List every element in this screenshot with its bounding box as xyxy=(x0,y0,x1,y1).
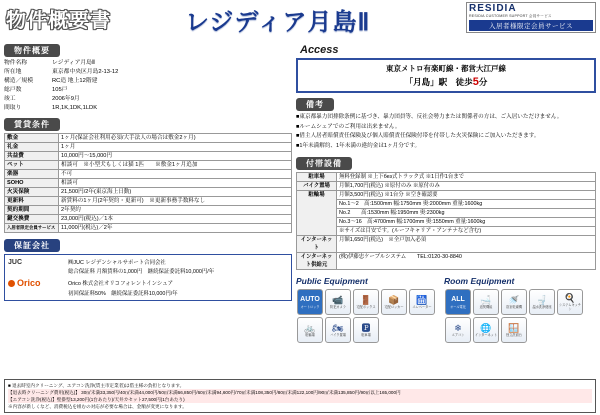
list-item: 所在地 東京都中央区月島2-13-12 xyxy=(4,69,119,75)
left-column xyxy=(4,44,292,301)
table-row: 契約期間 2年契約 xyxy=(5,206,292,215)
table-row: 敷金 1ヶ月(保証会社利用必須/大手法人の場合は敷金2ヶ月) xyxy=(5,134,292,143)
property-name-title: レジディア月島Ⅱ xyxy=(185,9,371,36)
equipment-icon-motorbike-parking: 🏍 バイク置場 xyxy=(325,317,351,343)
footnote-box xyxy=(4,379,596,413)
table-row: 共益費 10,000円～15,000円 xyxy=(5,152,292,161)
equipment-icon-all-electric: ALL オール電化 xyxy=(445,289,471,315)
footnote-line: 【エアコン洗浄(税込)】壁掛型13,200円(1台あたり)/天井カセット27,500円(1台あたり) xyxy=(8,396,592,403)
table-row: バイク置場 月額1,700円(税込) ※原付のみ ※原付のみ xyxy=(297,182,596,191)
remarks-list xyxy=(296,113,596,151)
footnote-line: ■ 退去時室内クリーニング、エアコン洗浄(賃主市定業者)は借主様の負担となります。 xyxy=(8,383,185,388)
table-row: No.1～2 高:1500mm 幅:1750mm 奥:2000mm 重量:1600kg xyxy=(297,200,596,209)
table-row: 駐車場 無料登録制 ※上下без式トラック式 ※1日作1台まで xyxy=(297,173,596,182)
table-row: 礼金 1ヶ月 xyxy=(5,143,292,152)
access-box xyxy=(296,58,596,93)
equipment-icon-security-camera: 📹 防犯カメラ xyxy=(325,289,351,315)
guarantee-box xyxy=(4,254,292,301)
overview-list xyxy=(4,59,292,113)
table-row: 楽器 不可 xyxy=(5,170,292,179)
table-row: 火災保険 21,500円/2年(東京海上日動) xyxy=(5,188,292,197)
equipment-icon-air-conditioner: ❄ エアコン xyxy=(445,317,471,343)
juc-logo: JUC xyxy=(8,258,23,266)
equipment-icon-wash-basin: 🪟 独立洗面台 xyxy=(501,317,527,343)
list-item: ■ルームシェアでのご利用は出来ません。 xyxy=(296,123,401,130)
table-row: 駐輪場 月額3,500円(税込) ※1台分 ※空き確認要 xyxy=(297,191,596,200)
table-row: ※サイズは目安です。(ルーフキャリア・アンテナなど含む) xyxy=(297,227,596,236)
access-lines: 東京メトロ有楽町線・都営大江戸線 xyxy=(386,64,506,73)
public-equipment-header: Public Equipment xyxy=(296,276,368,286)
equipment-icon-washlet: 🚽 温水洗浄便座 xyxy=(529,289,555,315)
equipment-icon-system-kitchen: 🍳 システムキッチン xyxy=(557,289,583,315)
orico-logo: Orico xyxy=(8,278,68,288)
list-item: ■借主人居者賠償責任保険及び個人賠償責任保険付帯を付帯した火災保険にご加入いただきます。 xyxy=(296,133,540,139)
table-row: インターネット 月額1,650円(税込) ※全戸加入必須 xyxy=(297,236,596,253)
table-row: SOHO 相談可 xyxy=(5,179,292,188)
equipment-icon-internet: 🌐 インターネット xyxy=(473,317,499,343)
right-column xyxy=(296,44,596,344)
brand-logo xyxy=(466,2,596,33)
equipment-icon-reheating-bath: 🛁 追焚機能 xyxy=(473,289,499,315)
remarks-section-header: 備考 xyxy=(296,98,334,111)
table-row: No.2 高:1530mm 幅:1950mm 奥:2300kg xyxy=(297,209,596,218)
orico-dot-icon xyxy=(8,280,15,287)
access-section-header: Access xyxy=(300,44,339,56)
list-item xyxy=(8,278,288,288)
guarantee-text: 総合保証料 月額賃料の1,000円 継続保証委託料10,000円/年 xyxy=(68,269,215,275)
list-item: 間取り 1R,1K,1DK,1LDK xyxy=(4,105,98,111)
terms-section-header: 賃貸条件 xyxy=(4,118,60,131)
equipment-icon-car-parking: 🅿 駐車場 xyxy=(353,317,379,343)
table-row: 入居者限定会員サービス 11,000円(税込)／2年 xyxy=(5,224,292,233)
terms-table xyxy=(4,133,292,233)
access-walk-time: 「月島」駅 徒歩5分 xyxy=(404,76,488,88)
guarantee-text: Orico 株式会社オリコフォレントインシュア xyxy=(68,281,173,287)
room-equipment-block xyxy=(444,276,592,344)
facility-table xyxy=(296,172,596,270)
facility-section-header: 付帯設備 xyxy=(296,157,352,170)
room-equipment-header: Room Equipment xyxy=(444,276,515,286)
page-title: 物件概要書 xyxy=(6,10,111,32)
list-item: 構造／規模 RC造 地上12階建 xyxy=(4,78,98,84)
list-item: 物件名称 レジディア月島Ⅱ xyxy=(4,60,95,66)
guarantee-section-header: 保証会社 xyxy=(4,239,60,252)
list-item xyxy=(8,289,288,297)
page-header xyxy=(0,0,600,42)
table-row: No.3～16 高:4700mm 幅:1700mm 奥:1550mm 重量:1600kg xyxy=(297,218,596,227)
public-equipment-grid xyxy=(296,288,444,344)
list-item xyxy=(8,267,288,275)
equipment-icon-elevator: 🛗 エレベーター xyxy=(409,289,435,315)
table-row: 鍵交換費 23,000円(税込)／1本 xyxy=(5,215,292,224)
member-service-badge: 入居者様限定会員サービス xyxy=(469,20,593,31)
footnote-line: 【退去時クリーニング費用(税込)】 30㎡未満33,350円/40㎡未満44,000円/50㎡未満66,850円/60㎡未満94,600円/70㎡未満108,350円/80㎡未満122,100円/90㎡未満135,850円/90㎡以上165,000円 xyxy=(8,389,592,396)
guarantee-text: 初回保証料50% 継続保証委託料10,000円/年 xyxy=(68,291,178,297)
list-item: ■1年未満解約、1年未満の違約金は1ヶ月分です。 xyxy=(296,142,421,149)
table-row: ペット 相談可 ※小型犬もしくは猫 1匹 ※敷金1ヶ月追加 xyxy=(5,161,292,170)
brand-name: RESIDIA xyxy=(469,3,517,14)
equipment-icon-bath-dryer: 🚿 浴室乾燥機 xyxy=(501,289,527,315)
guarantee-text: ㈱JUC レジデンシャルサポート合同会社 xyxy=(68,260,166,266)
list-item: 総戸数 105戸 xyxy=(4,87,68,93)
overview-section-header: 物件概要 xyxy=(4,44,60,57)
brand-subtitle: RESIDIA CUSTOMER SUPPORT 会員サービス xyxy=(469,14,552,18)
room-equipment-grid xyxy=(444,288,592,344)
list-item xyxy=(8,258,288,266)
table-row: インターネット供給元 (株)伊藤忠ケーブルシステム TEL:0120-30-8840 xyxy=(297,253,596,270)
equipment-icon-delivery-locker: 📦 宅配ロッカー xyxy=(381,289,407,315)
public-equipment-block xyxy=(296,276,444,344)
table-row: 更新料 新賃料の1ヶ月(2年契約・更新可) ※更新事務手数料なし xyxy=(5,197,292,206)
list-item: ■東京都暴力団排除条例に基づき、暴力団員等、反社会勢力または関係者の方は、ご入居いただけません。 xyxy=(296,114,563,120)
equipment-icon-bicycle-parking: 🚲 駐輪場 xyxy=(297,317,323,343)
equipment-icon-auto-lock: AUTO オートロック xyxy=(297,289,323,315)
equipment-icon-delivery-box: 🚪 宅配ボックス xyxy=(353,289,379,315)
footnote-line: ※内容が新しくなど、消費税込を組むの対応が必要な場合は、金額が変更になります。 xyxy=(8,404,187,409)
list-item: 竣工 2006年9月 xyxy=(4,96,80,102)
